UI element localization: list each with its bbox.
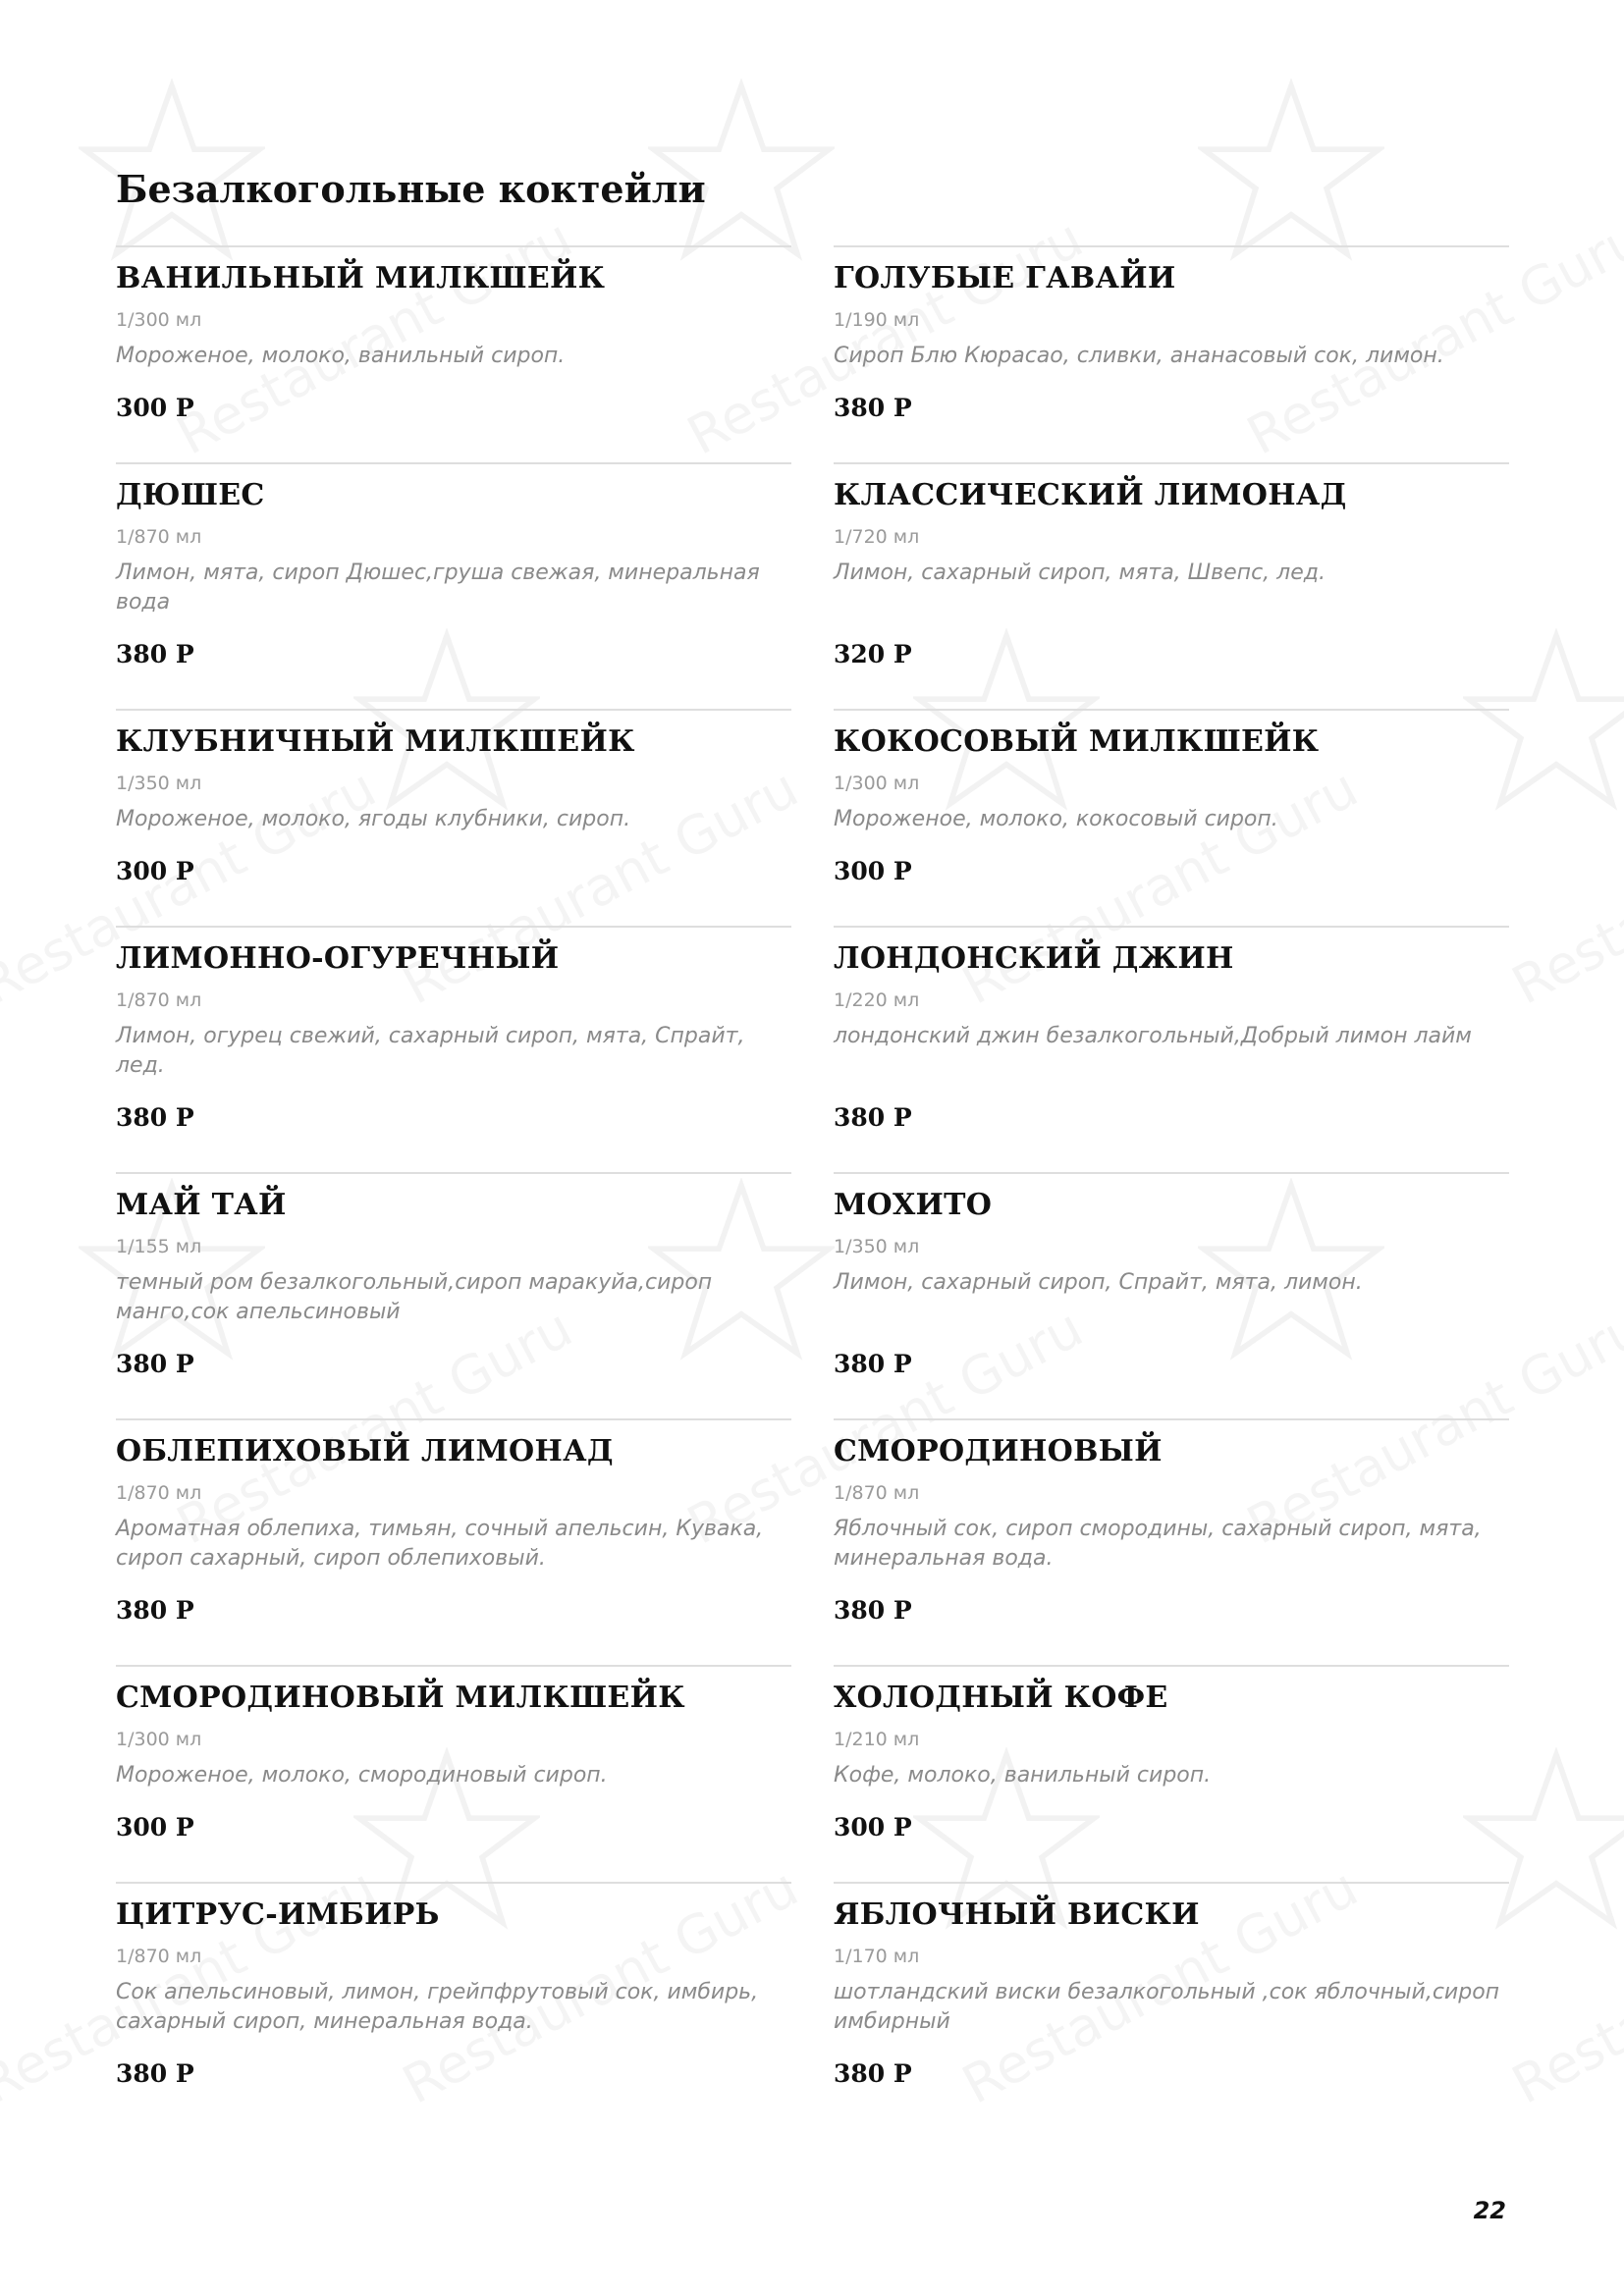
item-volume: 1/350 мл [116, 773, 202, 794]
item-name: ОБЛЕПИХОВЫЙ ЛИМОНАД [116, 1434, 614, 1468]
menu-column-right [834, 245, 1509, 2128]
item-description: темный ром безалкогольный,сироп маракуйа,сироп манго,сок апельсиновый [116, 1270, 713, 1324]
item-description: Сок апельсиновый, лимон, грейпфрутовый сок, имбирь, сахарный сироп, минеральная вода. [116, 1980, 759, 2034]
menu-item [834, 1882, 1509, 2128]
item-description: Мороженое, молоко, смородиновый сироп. [116, 1763, 608, 1788]
item-volume: 1/190 мл [834, 309, 920, 331]
item-name: ЛИМОННО-ОГУРЕЧНЫЙ [116, 941, 560, 976]
item-price: 300 Р [116, 394, 194, 422]
item-volume: 1/300 мл [116, 1729, 202, 1750]
item-description: Лимон, сахарный сироп, мята, Швепс, лед. [834, 561, 1326, 585]
item-price: 320 Р [834, 640, 912, 668]
item-name: ХОЛОДНЫЙ КОФЕ [834, 1681, 1168, 1715]
item-description: Лимон, сахарный сироп, Спрайт, мята, лимон. [834, 1270, 1363, 1295]
item-description: Мороженое, молоко, ягоды клубники, сироп. [116, 807, 631, 831]
menu-item [834, 1172, 1509, 1418]
item-description: лондонский джин безалкогольный,Добрый лимон лайм [834, 1024, 1472, 1048]
watermark-logo-icon [1198, 79, 1384, 265]
item-description: Кофе, молоко, ванильный сироп. [834, 1763, 1212, 1788]
item-price: 380 Р [116, 1350, 194, 1378]
item-volume: 1/870 мл [116, 1482, 202, 1504]
item-price: 380 Р [834, 1103, 912, 1132]
item-name: СМОРОДИНОВЫЙ [834, 1434, 1163, 1468]
menu-item [116, 926, 791, 1172]
item-name: ЦИТРУС-ИМБИРЬ [116, 1897, 440, 1932]
item-description: Сироп Блю Кюрасао, сливки, ананасовый сок, лимон. [834, 344, 1444, 368]
item-name: КЛАССИЧЕСКИЙ ЛИМОНАД [834, 478, 1347, 512]
item-name: ЛОНДОНСКИЙ ДЖИН [834, 941, 1234, 976]
item-name: МОХИТО [834, 1188, 993, 1222]
item-volume: 1/300 мл [116, 309, 202, 331]
item-volume: 1/220 мл [834, 989, 920, 1011]
item-volume: 1/720 мл [834, 526, 920, 548]
menu-grid [116, 245, 1509, 2128]
menu-item [116, 1172, 791, 1418]
item-volume: 1/870 мл [834, 1482, 920, 1504]
item-price: 380 Р [116, 640, 194, 668]
item-volume: 1/870 мл [116, 989, 202, 1011]
item-description: Яблочный сок, сироп смородины, сахарный сироп, мята, минеральная вода. [834, 1517, 1482, 1571]
item-price: 300 Р [116, 1813, 194, 1842]
item-price: 380 Р [116, 2059, 194, 2088]
item-price: 380 Р [116, 1596, 194, 1625]
page-number: 22 [1473, 2197, 1506, 2224]
menu-item [116, 1418, 791, 1665]
item-name: ДЮШЕС [116, 478, 265, 512]
item-description: Лимон, мята, сироп Дюшес,груша свежая, минеральная вода [116, 561, 760, 614]
page-title: Безалкогольные коктейли [116, 167, 706, 211]
item-price: 300 Р [116, 857, 194, 885]
menu-column-left [116, 245, 791, 2128]
menu-item [834, 245, 1509, 462]
menu-item [834, 1665, 1509, 1882]
item-price: 300 Р [834, 857, 912, 885]
menu-item [834, 709, 1509, 926]
item-price: 300 Р [834, 1813, 912, 1842]
menu-item [116, 1882, 791, 2128]
item-volume: 1/170 мл [834, 1946, 920, 1967]
item-price: 380 Р [116, 1103, 194, 1132]
item-name: КОКОСОВЫЙ МИЛКШЕЙК [834, 724, 1320, 759]
item-volume: 1/300 мл [834, 773, 920, 794]
menu-item [834, 462, 1509, 709]
item-name: ВАНИЛЬНЫЙ МИЛКШЕЙК [116, 261, 606, 295]
item-volume: 1/350 мл [834, 1236, 920, 1257]
item-volume: 1/870 мл [116, 1946, 202, 1967]
item-volume: 1/870 мл [116, 526, 202, 548]
item-description: Мороженое, молоко, кокосовый сироп. [834, 807, 1278, 831]
menu-item [834, 926, 1509, 1172]
item-price: 380 Р [834, 394, 912, 422]
watermark-text [1502, 757, 1624, 1017]
menu-item [116, 709, 791, 926]
item-name: ЯБЛОЧНЫЙ ВИСКИ [834, 1897, 1200, 1932]
item-description: шотландский виски безалкогольный ,сок яблочный,сироп имбирный [834, 1980, 1500, 2034]
menu-item [116, 462, 791, 709]
item-description: Мороженое, молоко, ванильный сироп. [116, 344, 566, 368]
item-name: КЛУБНИЧНЫЙ МИЛКШЕЙК [116, 724, 635, 759]
item-description: Лимон, огурец свежий, сахарный сироп, мята, Спрайт, лед. [116, 1024, 745, 1078]
menu-item [116, 245, 791, 462]
item-price: 380 Р [834, 1596, 912, 1625]
item-price: 380 Р [834, 2059, 912, 2088]
item-volume: 1/210 мл [834, 1729, 920, 1750]
item-name: ГОЛУБЫЕ ГАВАЙИ [834, 261, 1176, 295]
item-description: Ароматная облепиха, тимьян, сочный апельсин, Кувака, сироп сахарный, сироп облепиховый. [116, 1517, 764, 1571]
item-price: 380 Р [834, 1350, 912, 1378]
item-name: СМОРОДИНОВЫЙ МИЛКШЕЙК [116, 1681, 685, 1715]
watermark-text [1502, 1856, 1624, 2116]
item-name: МАЙ ТАЙ [116, 1188, 287, 1222]
menu-item [834, 1418, 1509, 1665]
menu-item [116, 1665, 791, 1882]
item-volume: 1/155 мл [116, 1236, 202, 1257]
